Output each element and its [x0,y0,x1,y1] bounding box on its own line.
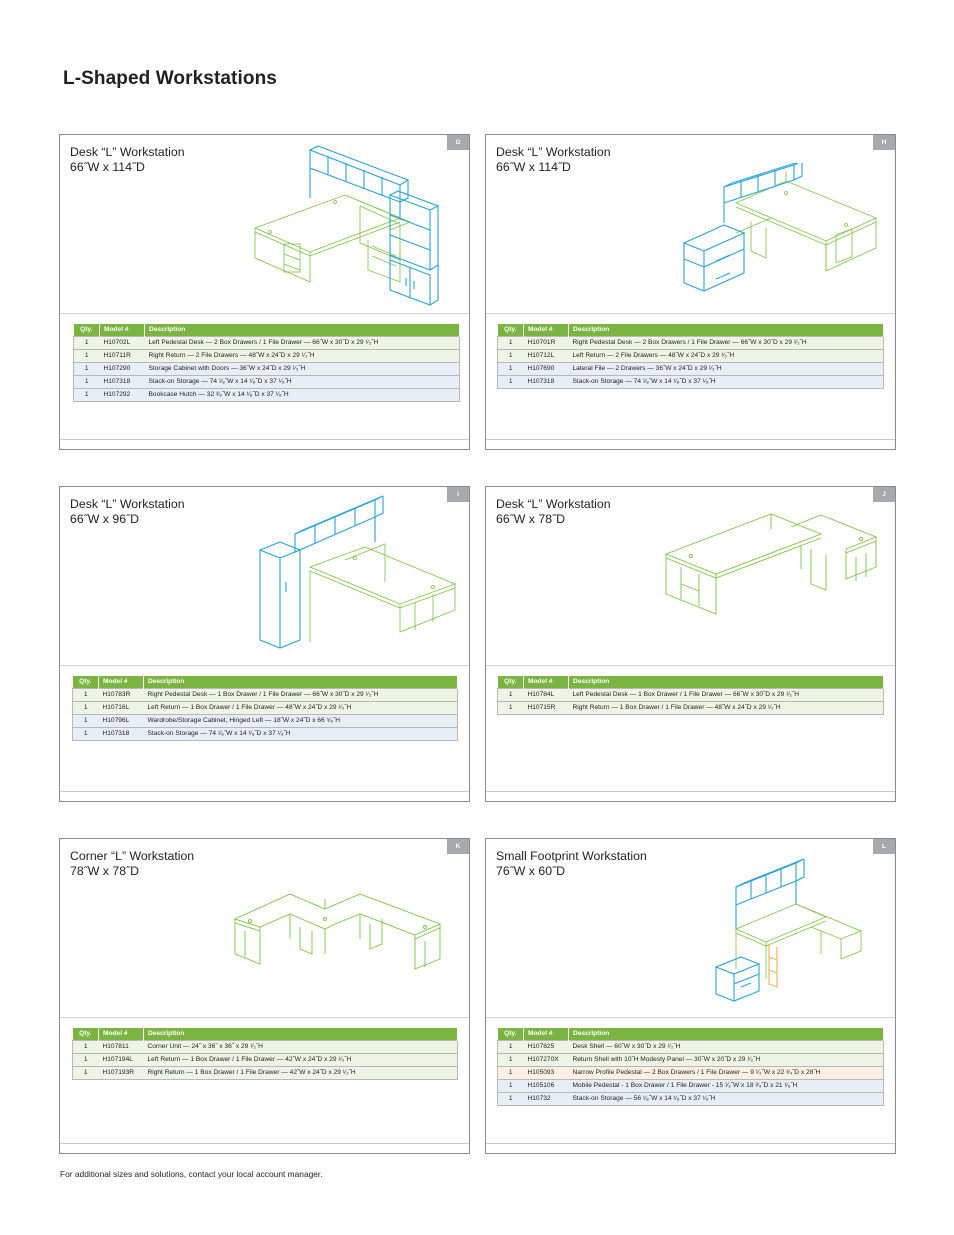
card-title [496,145,611,175]
card-title-dimensions: 66˝W x 96˝D [70,512,140,526]
table-row [498,1066,884,1079]
cell-model: H10732 [524,1092,569,1105]
cell-description: Stack-on Storage — 74 ¹⁄₈˝W x 14 ¹⁄₈˝D x 37 ¹⁄₈˝H [144,727,458,740]
cell-model: H107318 [524,375,569,388]
cell-qty: 1 [74,336,100,349]
cell-model: H107290 [100,362,145,375]
card-footer-band [60,791,469,801]
table-row [73,701,458,714]
spec-table [497,324,884,389]
card-letter-tag: K [447,839,469,854]
cell-description: Corner Unit — 24˝ x 36˝ x 36˝ x 29 ¹⁄₂˝H [144,1040,458,1053]
col-description: Description [569,1028,884,1040]
cell-model: H107270X [524,1053,569,1066]
workstation-card-j [485,486,896,802]
cell-description: Left Pedestal Desk — 1 Box Drawer / 1 File Drawer — 66˝W x 30˝D x 29 ¹⁄₂˝H [569,688,884,701]
cell-model: H107811 [99,1040,144,1053]
card-title-name: Desk “L” Workstation [496,145,611,159]
cell-qty: 1 [498,1079,524,1092]
card-footer-band [486,791,895,801]
card-title-dimensions: 66˝W x 114˝D [496,160,571,174]
cell-description: Stack-on Storage — 74 ¹⁄₈˝W x 14 ¹⁄₈˝D x 37 ¹⁄₈˝H [569,375,884,388]
cell-description: Narrow Profile Pedestal — 2 Box Drawers / 1 File Drawer — 9 ¹⁄₂˝W x 22 ³⁄₄˝D x 28˝H [569,1066,884,1079]
cell-qty: 1 [73,727,99,740]
workstation-card-i [59,486,470,802]
cell-model: H10712L [524,349,569,362]
cell-description: Return Shell with 10˝H Modesty Panel — 30˝W x 20˝D x 29 ¹⁄₂˝H [569,1053,884,1066]
col-model: Model # [99,676,144,688]
table-row [73,714,458,727]
card-title [70,497,185,527]
table-row [73,1040,458,1053]
cell-qty: 1 [73,688,99,701]
cell-qty: 1 [498,375,524,388]
col-model: Model # [524,1028,569,1040]
cell-model: H10796L [99,714,144,727]
cell-description: Right Return — 1 Box Drawer / 1 File Drawer — 48˝W x 24˝D x 29 ¹⁄₂˝H [569,701,884,714]
cell-description: Stack-on Storage — 74 ¹⁄₈˝W x 14 ¹⁄₈˝D x 37 ¹⁄₈˝H [145,375,460,388]
workstation-card-l [485,838,896,1154]
card-title [496,497,611,527]
table-row [498,349,884,362]
cell-model: H10702L [100,336,145,349]
card-divider [60,665,469,666]
col-description: Description [569,676,884,688]
cell-qty: 1 [498,701,524,714]
cell-description: Right Return — 1 Box Drawer / 1 File Drawer — 42˝W x 24˝D x 29 ¹⁄₂˝H [144,1066,458,1079]
col-qty: Qty. [74,324,100,336]
cell-model: H105106 [524,1079,569,1092]
workstation-card-h [485,134,896,450]
spec-table [497,1028,884,1106]
cell-description: Desk Shell — 60˝W x 30˝D x 29 ¹⁄₂˝H [569,1040,884,1053]
cell-qty: 1 [498,362,524,375]
table-row [498,688,884,701]
cell-model: H10716L [99,701,144,714]
col-qty: Qty. [73,1028,99,1040]
card-divider [486,1017,895,1018]
spec-table-header [73,676,458,688]
card-letter-tag: J [873,487,895,502]
table-row [74,388,460,401]
cell-qty: 1 [498,1066,524,1079]
card-title-name: Small Footprint Workstation [496,849,647,863]
col-description: Description [145,324,460,336]
card-footer-band [486,1143,895,1153]
workstation-illustration [250,140,455,315]
cell-qty: 1 [73,701,99,714]
col-qty: Qty. [498,676,524,688]
card-title-dimensions: 78˝W x 78˝D [70,864,140,878]
cell-model: H107194L [99,1053,144,1066]
cell-description: Left Return — 1 Box Drawer / 1 File Drawer — 42˝W x 24˝D x 29 ¹⁄₂˝H [144,1053,458,1066]
workstation-illustration [676,163,881,308]
col-model: Model # [524,324,569,336]
col-description: Description [144,676,458,688]
cell-model: H107318 [99,727,144,740]
cell-description: Bookcase Hutch — 32 ³⁄₈˝W x 14 ¹⁄₈˝D x 37 ¹⁄₈˝H [145,388,460,401]
card-title-dimensions: 66˝W x 114˝D [70,160,145,174]
card-footer-band [486,439,895,449]
cell-description: Mobile Pedestal - 1 Box Drawer / 1 File Drawer - 15 ¹⁄₂˝W x 18 ³⁄₄˝D x 21 ¹⁄₈˝H [569,1079,884,1092]
page-title: L-Shaped Workstations [63,68,277,89]
col-qty: Qty. [498,324,524,336]
cell-qty: 1 [498,688,524,701]
cell-qty: 1 [498,1092,524,1105]
table-row [73,688,458,701]
table-row [498,1053,884,1066]
cell-qty: 1 [74,375,100,388]
cell-qty: 1 [73,1040,99,1053]
card-footer-band [60,1143,469,1153]
col-qty: Qty. [498,1028,524,1040]
card-title-name: Corner “L” Workstation [70,849,195,863]
spec-table [497,676,884,715]
table-row [74,362,460,375]
card-letter-tag: I [447,487,469,502]
spec-table [72,676,458,741]
cell-model: H105093 [524,1066,569,1079]
table-row [73,1053,458,1066]
table-row [498,336,884,349]
cell-model: H10784L [524,688,569,701]
table-row [498,1079,884,1092]
cell-model: H10711R [100,349,145,362]
table-row [74,375,460,388]
table-row [74,349,460,362]
card-title [70,145,185,175]
spec-table-header [498,324,884,336]
card-letter-tag: H [873,135,895,150]
cell-description: Right Return — 2 File Drawers — 48˝W x 24˝D x 29 ¹⁄₂˝H [145,349,460,362]
cell-qty: 1 [74,388,100,401]
card-title-name: Desk “L” Workstation [496,497,611,511]
col-qty: Qty. [73,676,99,688]
card-divider [486,313,895,314]
cell-description: Lateral File — 2 Drawers — 36˝W x 24˝D x 29 ¹⁄₂˝H [569,362,884,375]
card-title [496,849,647,879]
cell-model: H107292 [100,388,145,401]
table-row [73,727,458,740]
spec-table-header [74,324,460,336]
cell-qty: 1 [498,336,524,349]
workstation-illustration [255,492,460,662]
card-title [70,849,194,879]
workstation-illustration [661,509,881,634]
cell-qty: 1 [498,1053,524,1066]
workstation-illustration [230,869,460,994]
table-row [498,1040,884,1053]
col-model: Model # [524,676,569,688]
card-title-dimensions: 66˝W x 78˝D [496,512,566,526]
card-title-name: Desk “L” Workstation [70,497,185,511]
cell-description: Right Pedestal Desk — 2 Box Drawers / 1 File Drawer — 66˝W x 30˝D x 29 ¹⁄₂˝H [569,336,884,349]
spec-table-header [73,1028,458,1040]
col-description: Description [569,324,884,336]
col-model: Model # [99,1028,144,1040]
cell-model: H107690 [524,362,569,375]
table-row [498,1092,884,1105]
cell-qty: 1 [498,1040,524,1053]
card-divider [60,1017,469,1018]
workstation-illustration [711,849,881,1004]
cell-model: H10783R [99,688,144,701]
cell-description: Wardrobe/Storage Cabinet, Hinged Left — 18˝W x 24˝D x 66 ⁵⁄₈˝H [144,714,458,727]
workstation-card-k [59,838,470,1154]
col-description: Description [144,1028,458,1040]
spec-table [72,1028,458,1080]
cell-qty: 1 [73,714,99,727]
card-divider [60,313,469,314]
spec-table [73,324,460,402]
table-row [74,336,460,349]
col-model: Model # [100,324,145,336]
cell-model: H10701R [524,336,569,349]
cell-qty: 1 [498,349,524,362]
cell-qty: 1 [74,362,100,375]
table-row [498,701,884,714]
cell-model: H107825 [524,1040,569,1053]
card-divider [486,665,895,666]
card-footer-band [60,439,469,449]
table-row [498,375,884,388]
cell-qty: 1 [73,1066,99,1079]
cell-description: Right Pedestal Desk — 1 Box Drawer / 1 File Drawer — 66˝W x 30˝D x 29 ¹⁄₂˝H [144,688,458,701]
cell-qty: 1 [73,1053,99,1066]
footer-note: For additional sizes and solutions, contact your local account manager. [60,1169,323,1179]
card-title-name: Desk “L” Workstation [70,145,185,159]
cell-description: Storage Cabinet with Doors — 36˝W x 24˝D x 29 ¹⁄₂˝H [145,362,460,375]
cell-description: Stack-on Storage — 56 ¹⁄₈˝W x 14 ¹⁄₈˝D x 37 ¹⁄₈˝H [569,1092,884,1105]
workstation-card-g [59,134,470,450]
table-row [73,1066,458,1079]
cell-description: Left Return — 2 File Drawers — 48˝W x 24˝D x 29 ¹⁄₂˝H [569,349,884,362]
cell-model: H10715R [524,701,569,714]
card-letter-tag: L [873,839,895,854]
cell-description: Left Pedestal Desk — 2 Box Drawers / 1 File Drawer — 66˝W x 30˝D x 29 ¹⁄₂˝H [145,336,460,349]
cell-description: Left Return — 1 Box Drawer / 1 File Drawer — 48˝W x 24˝D x 29 ¹⁄₂˝H [144,701,458,714]
cell-model: H107193R [99,1066,144,1079]
cell-model: H107318 [100,375,145,388]
card-letter-tag: G [447,135,469,150]
card-title-dimensions: 76˝W x 60˝D [496,864,566,878]
table-row [498,362,884,375]
spec-table-header [498,1028,884,1040]
cell-qty: 1 [74,349,100,362]
spec-table-header [498,676,884,688]
